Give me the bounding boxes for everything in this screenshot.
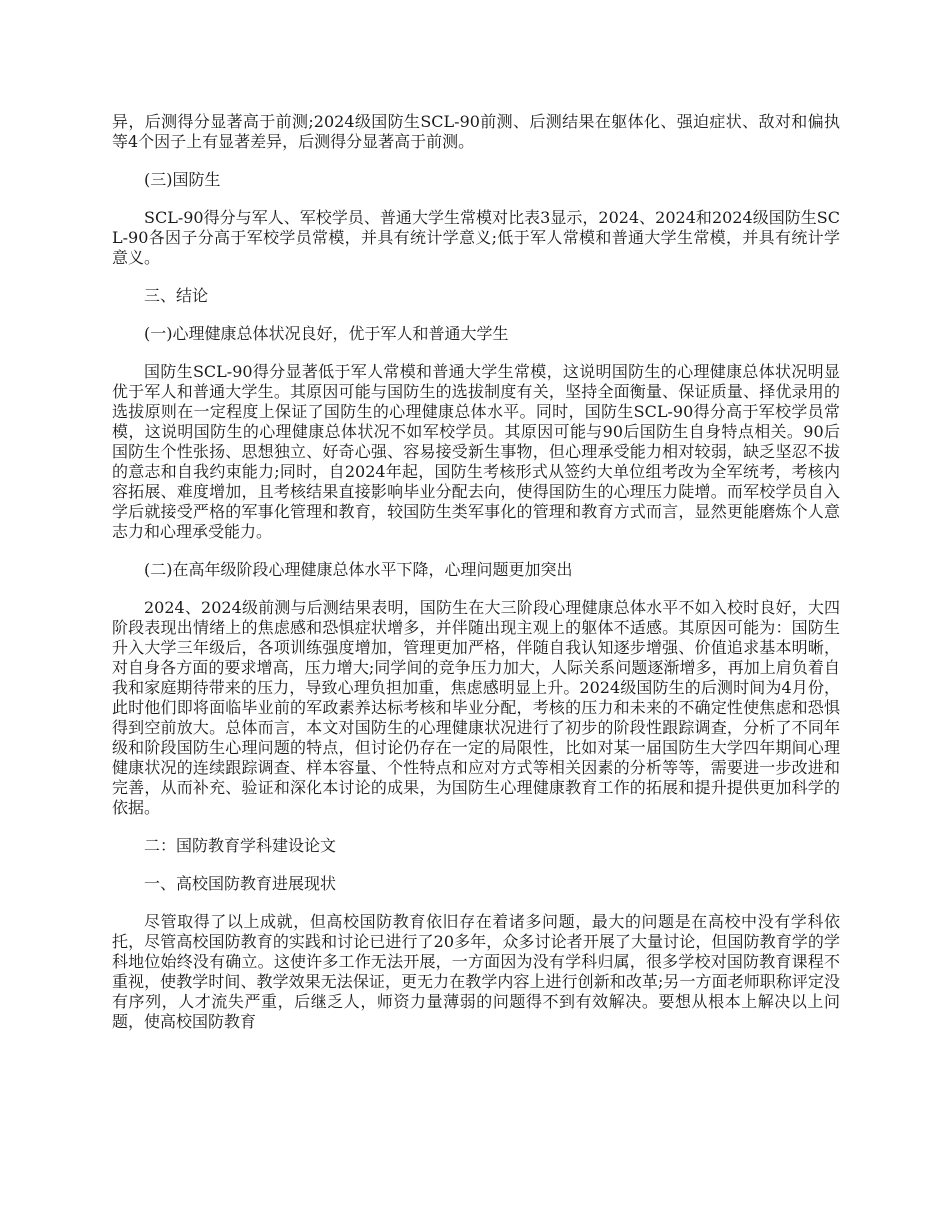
section-heading-national-defense-students: (三)国防生 — [144, 170, 221, 189]
paragraph-overall-status: 国防生SCL-90得分显著低于军人常模和普通大学生常模，这说明国防生的心理健康总体状况明显优于军人和普通大学生。其原因可能与国防生的选拔制度有关，坚持全面衡量、保证质量、择优录用的选拔原则在一定程度上保证了国防生的心理健康总体水平。同时，国防生SCL-90得分高于军校学员常模，这说明国防生的心理健康总体状况不如军校学员。其原因可能与90后国防生自身特点相关。90后国防生个性张扬、思想独立、好奇心强、容易接受新生事物，但心理承受能力相对较弱，缺乏坚忍不拔的意志和自我约束能力;同时，自2024年起，国防生考核形式从签约大单位组考改为全军统考，考核内容拓展、难度增加，且考核结果直接影响毕业分配去向，使得国防生的心理压力陡增。而军校学员自入学后就接受严格的军事化管理和教育，较国防生类军事化的管理和教育方式而言，显然更能磨炼个人意志力和心理承受能力。 — [112, 362, 840, 541]
paragraph-senior-analysis: 2024、2024级前测与后测结果表明，国防生在大三阶段心理健康总体水平不如入校时良好，大四阶段表现出情绪上的焦虑感和恐惧症状增多，并伴随出现主观上的躯体不适感。其原因可能为：国防生升入大学三年级后，各项训练强度增加，管理更加严格，伴随自我认知逐步增强、价值追求基本明晰，对自身各方面的要求增高，压力增大;同学间的竞争压力加大，人际关系问题逐渐增多，再加上肩负着自我和家庭期待带来的压力，导致心理负担加重，焦虑感明显上升。2024级国防生的后测时间为4月份，此时他们即将面临毕业前的军政素养达标考核和毕业分配，考核的压力和未来的不确定性使焦虑和恐惧得到空前放大。总体而言，本文对国防生的心理健康状况进行了初步的阶段性跟踪调查，分析了不同年级和阶段国防生心理问题的特点，但讨论仍存在一定的局限性，比如对某一届国防生大学四年期间心理健康状况的连续跟踪调查、样本容量、个性特点和应对方式等相关因素的分析等等，需要进一步改进和完善，从而补充、验证和深化本讨论的成果，为国防生心理健康教育工作的拓展和提升提供更加科学的依据。 — [112, 598, 840, 817]
subsection-heading-senior-decline: (二)在高年级阶段心理健康总体水平下降，心理问题更加突出 — [144, 560, 573, 579]
document-page — [112, 112, 840, 1050]
paragraph-progress-problems: 尽管取得了以上成就，但高校国防教育依旧存在着诸多问题，最大的问题是在高校中没有学科依托，尽管高校国防教育的实践和讨论已进行了20多年，众多讨论者开展了大量讨论，但国防教育学的学科地位始终没有确立。这使许多工作无法开展，一方面因为没有学科归属，很多学校对国防教育课程不重视，使教学时间、教学效果无法保证，更无力在教学内容上进行创新和改革;另一方面老师职称评定没有序列，人才流失严重，后继乏人，师资力量薄弱的问题得不到有效解决。要想从根本上解决以上问题，使高校国防教育 — [112, 912, 840, 1031]
section-heading-progress-status: 一、高校国防教育进展现状 — [144, 874, 337, 893]
paragraph-continuation: 异，后测得分显著高于前测;2024级国防生SCL-90前测、后测结果在躯体化、强迫症状、敌对和偏执等4个因子上有显著差异，后测得分显著高于前测。 — [112, 112, 840, 151]
section-heading-discipline-paper: 二：国防教育学科建设论文 — [144, 836, 337, 855]
subsection-heading-overall-good: (一)心理健康总体状况良好，优于军人和普通大学生 — [144, 324, 509, 343]
section-heading-conclusion: 三、结论 — [144, 286, 209, 305]
paragraph-scl90-norm-comparison: SCL-90得分与军人、军校学员、普通大学生常模对比表3显示，2024、2024和2024级国防生SCL-90各因子分高于军校学员常模，并具有统计学意义;低于军人常模和普通大学生常模，并具有统计学意义。 — [112, 208, 840, 267]
